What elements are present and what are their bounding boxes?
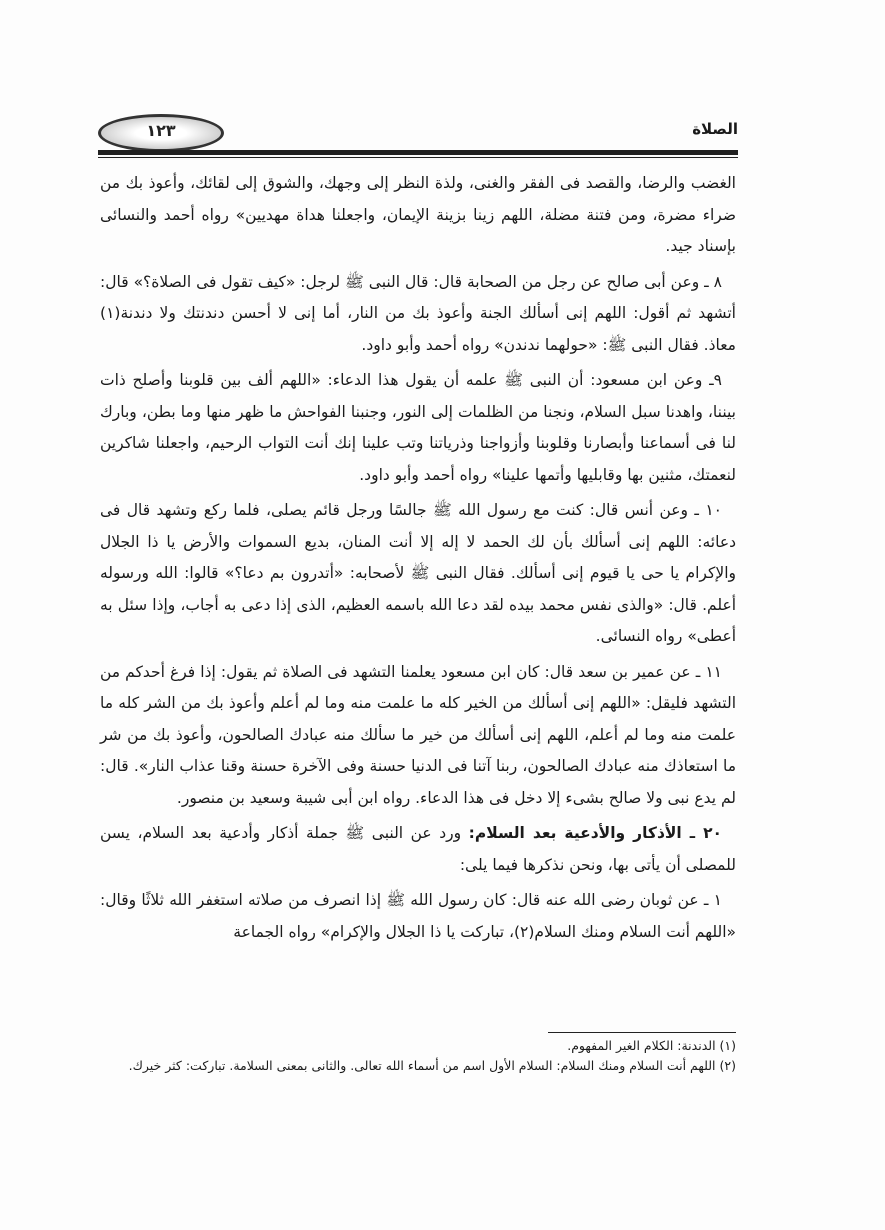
- paragraph-text: ورد عن النبى ﷺ جملة أذكار وأدعية بعد السلام، يسن للمصلى أن يأتى بها، ونحن نذكرها فيما يلى:: [100, 824, 736, 874]
- page-header: [98, 112, 738, 154]
- header-rule: [98, 150, 738, 155]
- footnote: (٢) اللهم أنت السلام ومنك السلام: السلام الأول اسم من أسماء الله تعالى. والثانى بمعنى السلامة. تباركت: كثر خيرك.: [128, 1058, 736, 1073]
- paragraph-text: ٩ـ وعن ابن مسعود: أن النبى ﷺ علمه أن يقول هذا الدعاء: «اللهم ألف بين قلوبنا وأصلح ذات بيننا، واهدنا سبل السلام، ونجنا من الظلمات إلى النور، وجنبنا الفواحش ما ظهر منها وما بطن، وبارك لنا فى أسماعنا وأبصارنا وقلوبنا وأزواجنا وذرياتنا وتب علينا إنك أنت التواب الرحيم، واجعلنا شاكرين لنعمتك، مثنين بها وقابليها وأتمها علينا» رواه أحمد وأبو داود.: [100, 371, 736, 484]
- footnote-rule: [548, 1032, 736, 1033]
- paragraph: [100, 657, 736, 815]
- paragraph: [100, 885, 736, 948]
- section-heading: ٢٠ ـ الأذكار والأدعية بعد السلام:: [468, 824, 722, 842]
- header-rule-thin: [98, 157, 738, 158]
- chapter-title: الصلاة: [692, 120, 738, 138]
- paragraph: [100, 168, 736, 263]
- page-number: ١٢٣: [146, 121, 176, 140]
- main-text: [100, 168, 736, 952]
- paragraph: [100, 267, 736, 362]
- section-paragraph: [100, 818, 736, 881]
- paragraph-text: ١ ـ عن ثوبان رضى الله عنه قال: كان رسول الله ﷺ إذا انصرف من صلاته استغفر الله ثلاثًا وقال: «اللهم أنت السلام ومنك السلام(٢)، تباركت يا ذا الجلال والإكرام» رواه الجماعة: [100, 891, 736, 941]
- page-number-badge: [98, 114, 224, 152]
- paragraph: [100, 365, 736, 491]
- paragraph-text: ٨ ـ وعن أبى صالح عن رجل من الصحابة قال: قال النبى ﷺ لرجل: «كيف تقول فى الصلاة؟» قال: أتشهد ثم أقول: اللهم إنى أسألك الجنة وأعوذ بك من النار، أما إنى لا أحسن دندنتك ولا دندنة(١) معاذ. فقال النبى ﷺ: «حولهما ندندن» رواه أحمد وأبو داود.: [100, 272, 736, 354]
- paragraph-text: ١١ ـ عن عمير بن سعد قال: كان ابن مسعود يعلمنا التشهد فى الصلاة ثم يقول: إذا فرغ أحدكم من التشهد فليقل: «اللهم إنى أسألك من الخير كله ما علمت منه وما لم أعلم وأعوذ بك من الشر كله ما علمت منه وما لم أعلم، اللهم إنى أسألك من خير ما سألك منه عبادك الصالحون، وأعوذ بك من شر ما استعاذك منه عبادك الصالحون، ربنا آتنا فى الدنيا حسنة وفى الآخرة حسنة وقنا عذاب النار». قال: لم يدع نبى ولا صالح بشىء إلا دخل فى هذا الدعاء. رواه ابن أبى شيبة وسعيد بن منصور.: [100, 662, 736, 807]
- paragraph-text: الغضب والرضا، والقصد فى الفقر والغنى، ولذة النظر إلى وجهك، والشوق إلى لقائك، وأعوذ بك من ضراء مضرة، ومن فتنة مضلة، اللهم زينا بزينة الإيمان، واجعلنا هداة مهديين» رواه أحمد والنسائى بإسناد جيد.: [100, 174, 736, 255]
- paragraph-text: ١٠ ـ وعن أنس قال: كنت مع رسول الله ﷺ جالسًا ورجل قائم يصلى، فلما ركع وتشهد قال فى دعائه: اللهم إنى أسألك بأن لك الحمد لا إله إلا أنت المنان، بديع السموات والأرض يا ذا الجلال والإكرام يا حى يا قيوم إنى أسألك. فقال النبى ﷺ لأصحابه: «أتدرون بم دعا؟» قالوا: الله ورسوله أعلم. قال: «والذى نفس محمد بيده لقد دعا الله باسمه العظيم، الذى إذا دعى به أجاب، وإذا سئل به أعطى» رواه النسائى.: [100, 501, 736, 645]
- footnote: (١) الدندنة: الكلام الغير المفهوم.: [567, 1038, 736, 1053]
- footnotes: [100, 1036, 736, 1076]
- paragraph: [100, 495, 736, 653]
